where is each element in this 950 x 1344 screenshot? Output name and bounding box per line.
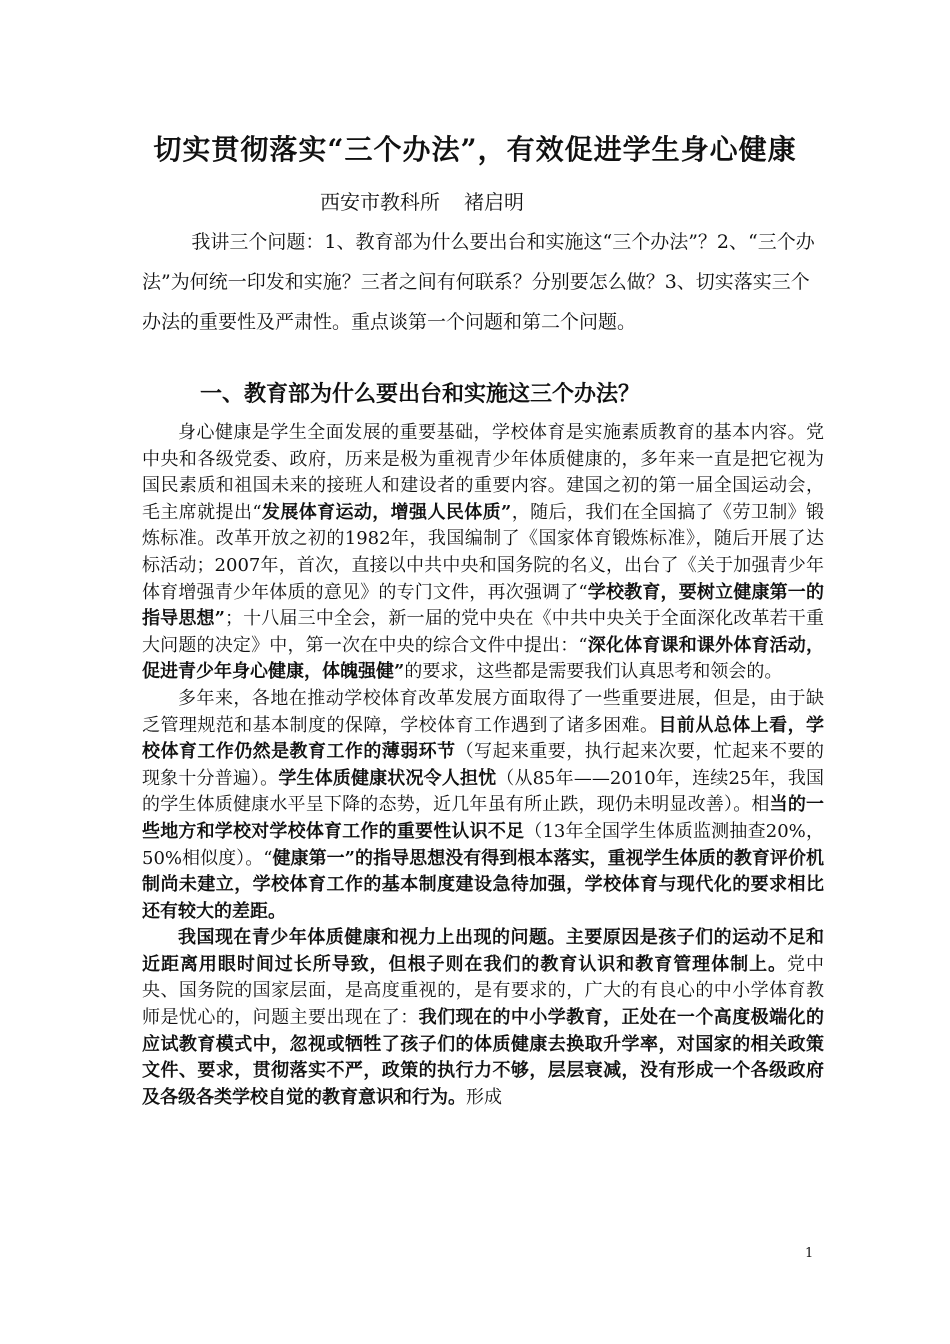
document-body [142,420,824,1111]
emphasis-text: 健康第一”的指导思想没有得到根本落实，重视学生体质的教育评价机制尚未建立，学校体育工作的基本制度建设急待加强，学校体育与现代化的要求相比还有较大的差距。 [142,847,824,922]
body-text: ，随后，我们在全国搞了《劳卫制》锻炼标准。改革开放之初的1982年，我国编制了《国家体育锻炼标准》，随后开展了达标活动；2007年，首次，直接以中共中央和国务院的名义，出台了《关于加强青少年体育增强青少年体质的意见》的专门文件，再次强调了“ [142,501,825,603]
emphasis-text: 深化体育课和课外体育活动，促进青少年身心健康，体魄强健” [142,634,824,683]
emphasis-text: 学校教育，要树立健康第一的指导思想” [142,581,824,630]
body-text: 身心健康是学生全面发展的重要基础，学校体育是实施素质教育的基本内容。党中央和各级党委、政府，历来是极为重视青少年体质健康的，多年来一直是把它视为国民素质和祖国未来的接班人和建设者的重要内容。建国之初的第一届全国运动会，毛主席就提出“ [142,422,824,523]
body-text: （从85年——2010年，连续25年，我国的学生体质健康水平呈下降的态势，近几年虽有所止跌，现仍未明显改善）。相 [142,767,825,816]
body-text: ；十八届三中全会，新一届的党中央在《中共中央关于全面深化改革若干重大问题的决定》中，第一次在中央的综合文件中提出：“ [142,608,824,656]
intro-paragraph [142,222,822,342]
body-text: 形成 [466,1086,502,1108]
emphasis-text: 当的一些地方和学校对学校体育工作的重要性认识不足 [142,794,825,842]
emphasis-text: 目前从总体上看，学校体育工作仍然是教育工作的薄弱环节 [142,714,825,763]
body-text: 多年来，各地在推动学校体育改革发展方面取得了一些重要进展，但是，由于缺乏管理规范和基本制度的保障，学校体育工作遇到了诸多困难。 [142,687,824,736]
section-heading: 一、教育部为什么要出台和实施这三个办法？ [200,381,641,407]
author-name: 褚启明 [464,190,524,214]
body-paragraph [142,686,824,925]
body-text: （写起来重要，执行起来次要，忙起来不要的现象十分普遍）。 [142,741,825,789]
author-line [320,186,524,215]
document-title: 切实贯彻落实“三个办法”，有效促进学生身心健康 [153,133,797,166]
emphasis-text: 学生体质健康状况令人担忧 [278,767,497,789]
emphasis-text: 发展体育运动，增强人民体质” [261,501,512,523]
emphasis-text: 我们现在的中小学教育，正处在一个高度极端化的应试教育模式中，忽视或牺牲了孩子们的体质健康去换取升学率，对国家的相关政策文件、要求，贯彻落实不严，政策的执行力不够，层层衰减，没有形成一个各级政府及各级各类学校自觉的教育意识和行为。 [142,1007,825,1108]
emphasis-text: 我国现在青少年体质健康和视力上出现的问题。主要原因是孩子们的运动不足和近距离用眼时间过长所导致，但根子则在我们的教育认识和教育管理体制上。 [142,927,824,975]
body-text: 党中央、国务院的国家层面，是高度重视的，是有要求的，广大的有良心的中小学体育教师是忧心的，问题主要出现在了： [142,953,825,1029]
body-paragraph [142,420,824,686]
author-org: 西安市教科所 [320,190,440,214]
body-text: （13年全国学生体质监测抽查20%，50%相似度）。“ [142,820,824,869]
page-number: 1 [805,1246,814,1261]
intro-text: 我讲三个问题：1、教育部为什么要出台和实施这“三个办法”？2、“三个办法”为何统一印发和实施？三者之间有何联系？分别要怎么做？3、切实落实三个办法的重要性及严肃性。重点谈第一个问题和第二个问题。 [142,231,815,333]
body-text: 的要求，这些都是需要我们认真思考和领会的。 [404,661,783,683]
body-paragraph [142,925,824,1111]
